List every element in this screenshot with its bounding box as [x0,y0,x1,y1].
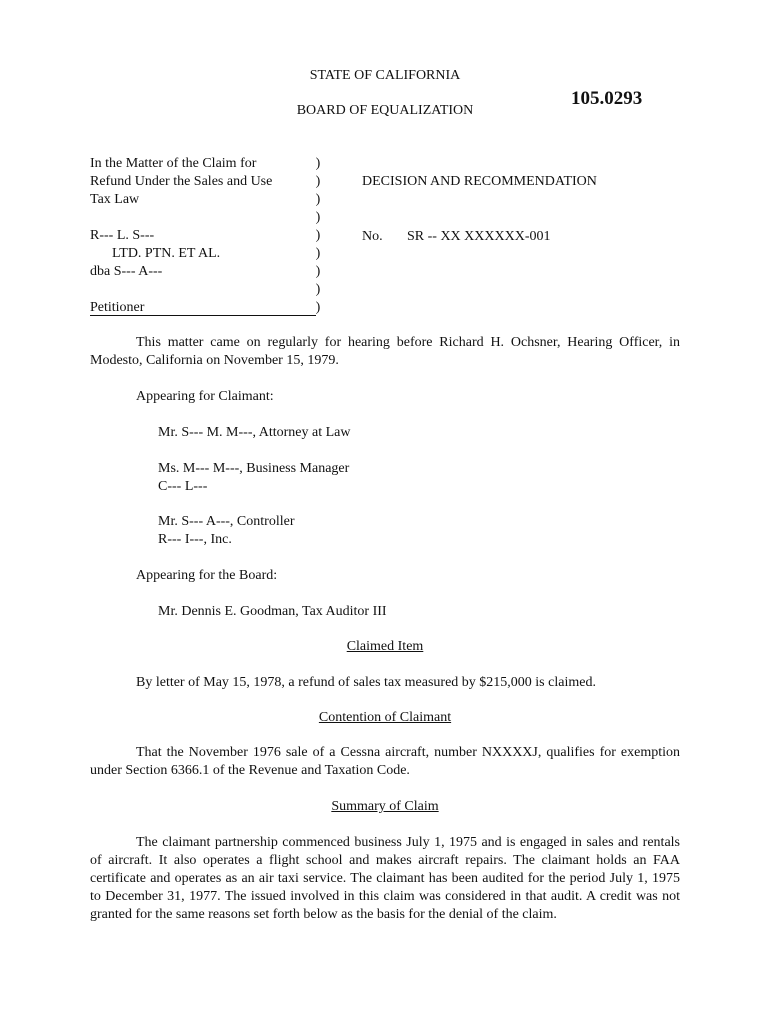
appearing-board-label: Appearing for the Board: [136,568,278,583]
claimant-representative: Mr. S--- A---, Controller [158,514,295,529]
claimant-representative: Ms. M--- M---, Business Manager [158,461,350,476]
intro-paragraph: This matter came on regularly for hearing before Richard H. Ochsner, Hearing Officer, in Modesto, California on November 15, 1979. [90,335,680,368]
caption-line: dba S--- A--- [90,264,163,279]
caption-line [90,209,316,227]
state-heading: STATE OF CALIFORNIA [309,68,461,83]
contention-paragraph: That the November 1976 sale of a Cessna aircraft, number NXXXXJ, qualifies for exemption under Section 6366.1 of the Revenue and Taxation Code. [90,745,680,778]
claimant-representative: Mr. S--- M. M---, Attorney at Law [158,425,351,440]
caption-parentheses [312,155,324,317]
caption-line [90,281,316,299]
representative-affiliation: C--- L--- [158,479,208,494]
appearing-claimant-label: Appearing for Claimant: [136,389,274,404]
paren: ) [315,210,321,225]
board-heading: BOARD OF EQUALIZATION [296,103,474,118]
paren: ) [315,228,321,243]
paren: ) [315,264,321,279]
caption-party-block [90,155,316,317]
case-number-value: SR -- XX XXXXXX-001 [407,229,551,244]
summary-heading: Summary of Claim [331,799,439,814]
claimed-item-heading: Claimed Item [346,639,424,654]
paren: ) [315,300,321,315]
paren: ) [315,156,321,171]
paren: ) [315,174,321,189]
decision-title: DECISION AND RECOMMENDATION [362,174,597,189]
paren: ) [315,246,321,261]
caption-line: Tax Law [90,192,140,207]
caption-line: In the Matter of the Claim for [90,156,257,171]
claimed-item-paragraph: By letter of May 15, 1978, a refund of sales tax measured by $215,000 is claimed. [136,675,596,690]
summary-paragraph: The claimant partnership commenced business July 1, 1975 and is engaged in sales and rentals of aircraft. It also operates a flight school and makes aircraft repairs. The claimant holds an FAA certificate and operates as an air taxi service. The claimant has been audited for the period July 1, 1975 to December 31, 1977. The issued involved in this claim was considered in that audit. A credit was not granted for the same reasons set forth below as the basis for the denial of the claim. [90,835,680,922]
paren: ) [315,282,321,297]
contention-heading: Contention of Claimant [318,710,452,725]
case-number-label: No. [362,229,383,244]
caption-line: R--- L. S--- [90,228,155,243]
document-number: 105.0293 [571,88,643,109]
caption-line: LTD. PTN. ET AL. [112,246,221,261]
representative-affiliation: R--- I---, Inc. [158,532,232,547]
board-representative: Mr. Dennis E. Goodman, Tax Auditor III [158,604,387,619]
caption-line: Refund Under the Sales and Use [90,174,273,189]
petitioner-label: Petitioner [90,299,316,317]
paren: ) [315,192,321,207]
